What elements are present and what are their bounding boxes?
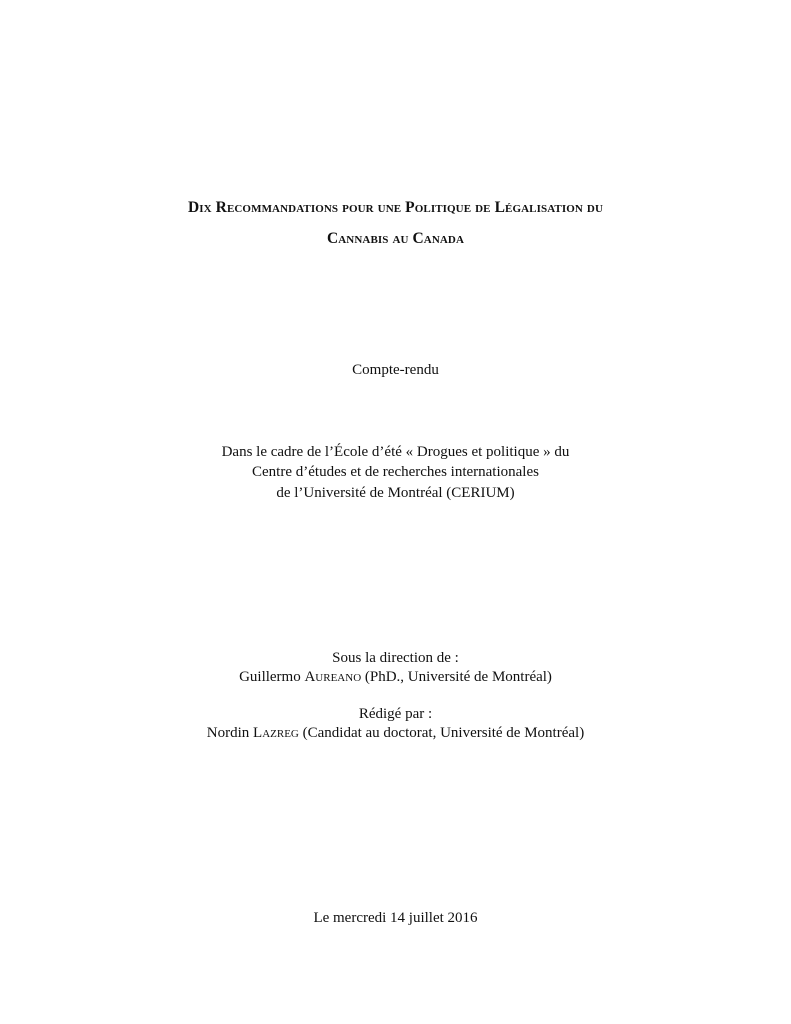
author-affiliation: (Candidat au doctorat, Université de Montréal) bbox=[302, 725, 585, 741]
context-line-2: Centre d’études et de recherches internationales bbox=[252, 464, 539, 480]
document-title-line-1: Dix Recommandations pour une Politique de Légalisation du bbox=[187, 199, 604, 216]
supervisor-line bbox=[0, 668, 791, 686]
document-type: Compte-rendu bbox=[352, 362, 439, 378]
author-line bbox=[0, 724, 791, 742]
author-first-name: Nordin bbox=[206, 725, 250, 741]
author-label: Rédigé par : bbox=[358, 706, 433, 722]
document-title-line-2: Cannabis au Canada bbox=[326, 230, 465, 247]
direction-label: Sous la direction de : bbox=[332, 650, 459, 666]
supervisor-last-name: Aureano bbox=[304, 669, 362, 685]
supervisor-first-name: Guillermo bbox=[239, 669, 301, 685]
supervisor-affiliation: (PhD., Université de Montréal) bbox=[364, 669, 552, 685]
document-date: Le mercredi 14 juillet 2016 bbox=[313, 910, 478, 926]
context-line-1: Dans le cadre de l’École d’été « Drogues et politique » du bbox=[221, 444, 570, 460]
author-last-name: Lazreg bbox=[253, 725, 299, 741]
context-line-3: de l’Université de Montréal (CERIUM) bbox=[276, 485, 515, 501]
